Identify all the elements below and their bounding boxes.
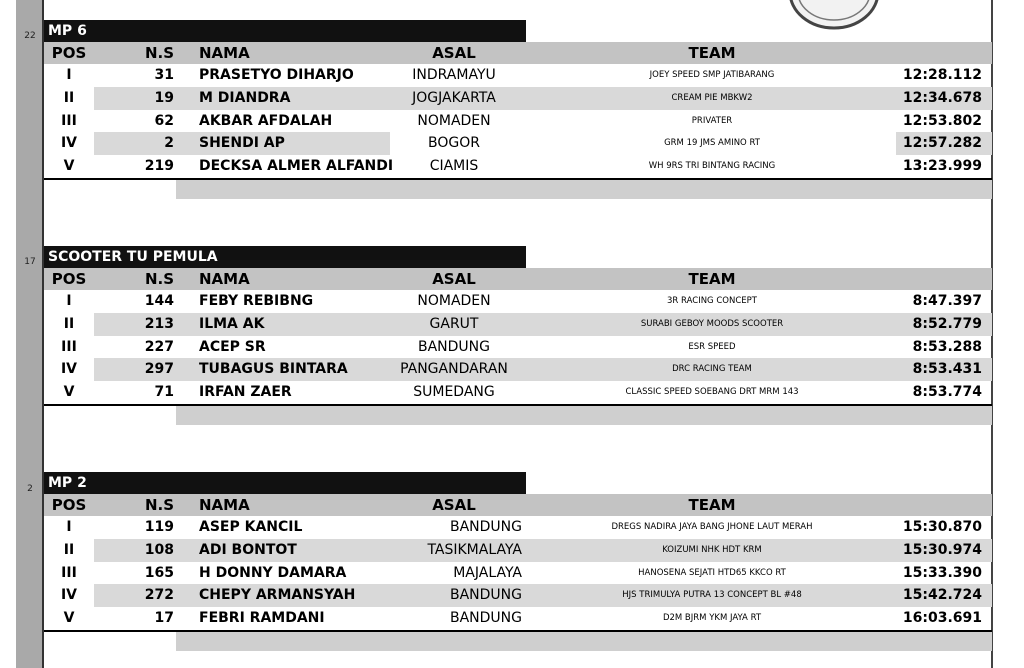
pos-cell: I [66,293,72,309]
pos-cell: II [63,315,75,332]
pos-cell: IV [60,361,78,378]
time-cell: 8:53.288 [912,338,982,355]
ns-cell: 272 [144,587,174,604]
asal-cell: CIAMIS [429,158,479,175]
nama-cell: AKBAR AFDALAH [199,112,333,129]
nama-cell: M DIANDRA [199,89,291,106]
header-team: TEAM [688,496,736,514]
time-cell: 12:28.112 [902,67,982,83]
pos-cell: I [66,519,72,535]
nama-cell: FEBRI RAMDANI [199,610,325,627]
asal-cell: NOMADEN [417,112,491,129]
pos-cell: IV [60,135,78,152]
section-title: MP 2 [44,472,526,494]
pos-cell: V [63,384,75,401]
table-row [44,155,992,178]
team-cell: JOEY SPEED SMP JATIBARANG [649,70,775,80]
table-row [44,336,992,359]
table-row [44,607,992,630]
time-cell: 15:42.724 [902,587,982,604]
pos-cell: V [63,158,75,175]
header-pos: POS [51,496,87,514]
table-row [44,358,992,381]
time-cell: 12:57.282 [902,135,982,152]
asal-cell: BANDUNG [449,519,522,535]
header-nama: NAMA [199,496,250,514]
nama-cell: H DONNY DAMARA [199,564,347,581]
time-cell: 12:34.678 [902,89,982,106]
header-team: TEAM [688,270,736,288]
header-team: TEAM [688,44,736,62]
pos-cell: III [61,564,77,581]
table-row [44,562,992,585]
time-cell: 15:30.974 [902,541,982,558]
row-number: 17 [24,257,36,267]
team-cell: DRC RACING TEAM [672,364,752,375]
table-row [44,539,992,562]
time-cell: 13:23.999 [902,158,982,175]
footer-bar [176,406,992,425]
nama-cell: ADI BONTOT [199,541,297,558]
header-asal: ASAL [432,496,476,514]
pos-cell: III [61,112,77,129]
table-row [44,290,992,313]
pos-cell: V [63,610,75,627]
ns-cell: 213 [144,315,174,332]
asal-cell: TASIKMALAYA [427,541,522,558]
nama-cell: DECKSA ALMER ALFANDI [199,158,394,175]
time-cell: 8:53.774 [912,384,982,401]
asal-cell: BANDUNG [449,610,522,627]
asal-cell: BOGOR [428,135,480,152]
table-header [44,42,992,64]
team-cell: GRM 19 JMS AMINO RT [664,138,760,149]
asal-cell: BANDUNG [417,338,490,355]
team-cell: DREGS NADIRA JAYA BANG JHONE LAUT MERAH [611,522,813,532]
nama-cell: ILMA AK [199,315,265,332]
ns-cell: 219 [144,158,174,175]
row-number: 22 [24,31,36,41]
team-cell: D2M BJRM YKM JAYA RT [662,613,762,624]
header-asal: ASAL [432,270,476,288]
table-row [44,381,992,404]
nama-cell: ACEP SR [199,338,266,355]
team-cell: HJS TRIMULYA PUTRA 13 CONCEPT BL #48 [622,590,802,601]
team-cell: 3R RACING CONCEPT [667,296,757,306]
header-asal: ASAL [432,44,476,62]
nama-cell: SHENDI AP [199,135,285,152]
ns-cell: 71 [154,384,174,401]
pos-cell: II [63,541,75,558]
left-margin-bar [16,0,44,668]
ns-cell: 165 [144,564,174,581]
ns-cell: 2 [164,135,174,152]
asal-cell: INDRAMAYU [412,67,496,83]
team-cell: SURABI GEBOY MOODS SCOOTER [640,318,784,329]
nama-cell: FEBY REBIBNG [199,293,314,309]
asal-cell: SUMEDANG [413,384,495,401]
ns-cell: 62 [154,112,174,129]
time-cell: 15:30.870 [902,519,982,535]
asal-cell: MAJALAYA [453,564,522,581]
time-cell: 8:52.779 [912,315,982,332]
ns-cell: 17 [154,610,174,627]
table-header [44,268,992,290]
table-row [44,87,992,110]
header-pos: POS [51,270,87,288]
ns-cell: 119 [144,519,174,535]
header-nama: NAMA [199,270,250,288]
team-cell: CREAM PIE MBKW2 [671,92,753,103]
nama-cell: PRASETYO DIHARJO [199,67,354,83]
pos-cell: I [66,67,72,83]
asal-cell: JOGJAKARTA [412,89,496,106]
table-row [44,584,992,607]
table-row [44,313,992,336]
header-ns: N.S [144,496,174,514]
time-cell: 15:33.390 [902,564,982,581]
table-row [44,132,992,155]
nama-cell: TUBAGUS BINTARA [199,361,348,378]
team-cell: PRIVATER [691,115,733,126]
team-cell: WH 9RS TRI BINTANG RACING [648,161,776,172]
nama-cell: CHEPY ARMANSYAH [199,587,356,604]
header-ns: N.S [144,44,174,62]
team-cell: HANOSENA SEJATI HTD65 KKCO RT [638,567,786,578]
row-number: 2 [27,484,33,494]
team-cell: ESR SPEED [688,341,736,352]
time-cell: 8:53.431 [912,361,982,378]
ns-cell: 297 [144,361,174,378]
nama-cell: ASEP KANCIL [199,519,303,535]
ns-cell: 31 [154,67,174,83]
footer-bar [176,180,992,199]
table-row [44,64,992,87]
pos-cell: III [61,338,77,355]
event-logo-icon [788,0,880,30]
ns-cell: 144 [144,293,174,309]
pos-cell: II [63,89,75,106]
nama-cell: IRFAN ZAER [199,384,292,401]
team-cell: KOIZUMI NHK HDT KRM [662,544,762,555]
asal-cell: PANGANDARAN [400,361,508,378]
time-cell: 8:47.397 [912,293,982,309]
ns-cell: 19 [154,89,174,106]
time-cell: 16:03.691 [902,610,982,627]
section-title: MP 6 [44,20,526,42]
header-nama: NAMA [199,44,250,62]
asal-cell: NOMADEN [417,293,491,309]
section-title: SCOOTER TU PEMULA [44,246,526,268]
pos-cell: IV [60,587,78,604]
footer-bar [176,632,992,651]
table-row [44,516,992,539]
time-cell: 12:53.802 [902,112,982,129]
ns-cell: 227 [144,338,174,355]
table-row [44,110,992,133]
header-pos: POS [51,44,87,62]
asal-cell: BANDUNG [449,587,522,604]
ns-cell: 108 [144,541,174,558]
team-cell: CLASSIC SPEED SOEBANG DRT MRM 143 [625,387,799,398]
table-header [44,494,992,516]
asal-cell: GARUT [429,315,479,332]
header-ns: N.S [144,270,174,288]
